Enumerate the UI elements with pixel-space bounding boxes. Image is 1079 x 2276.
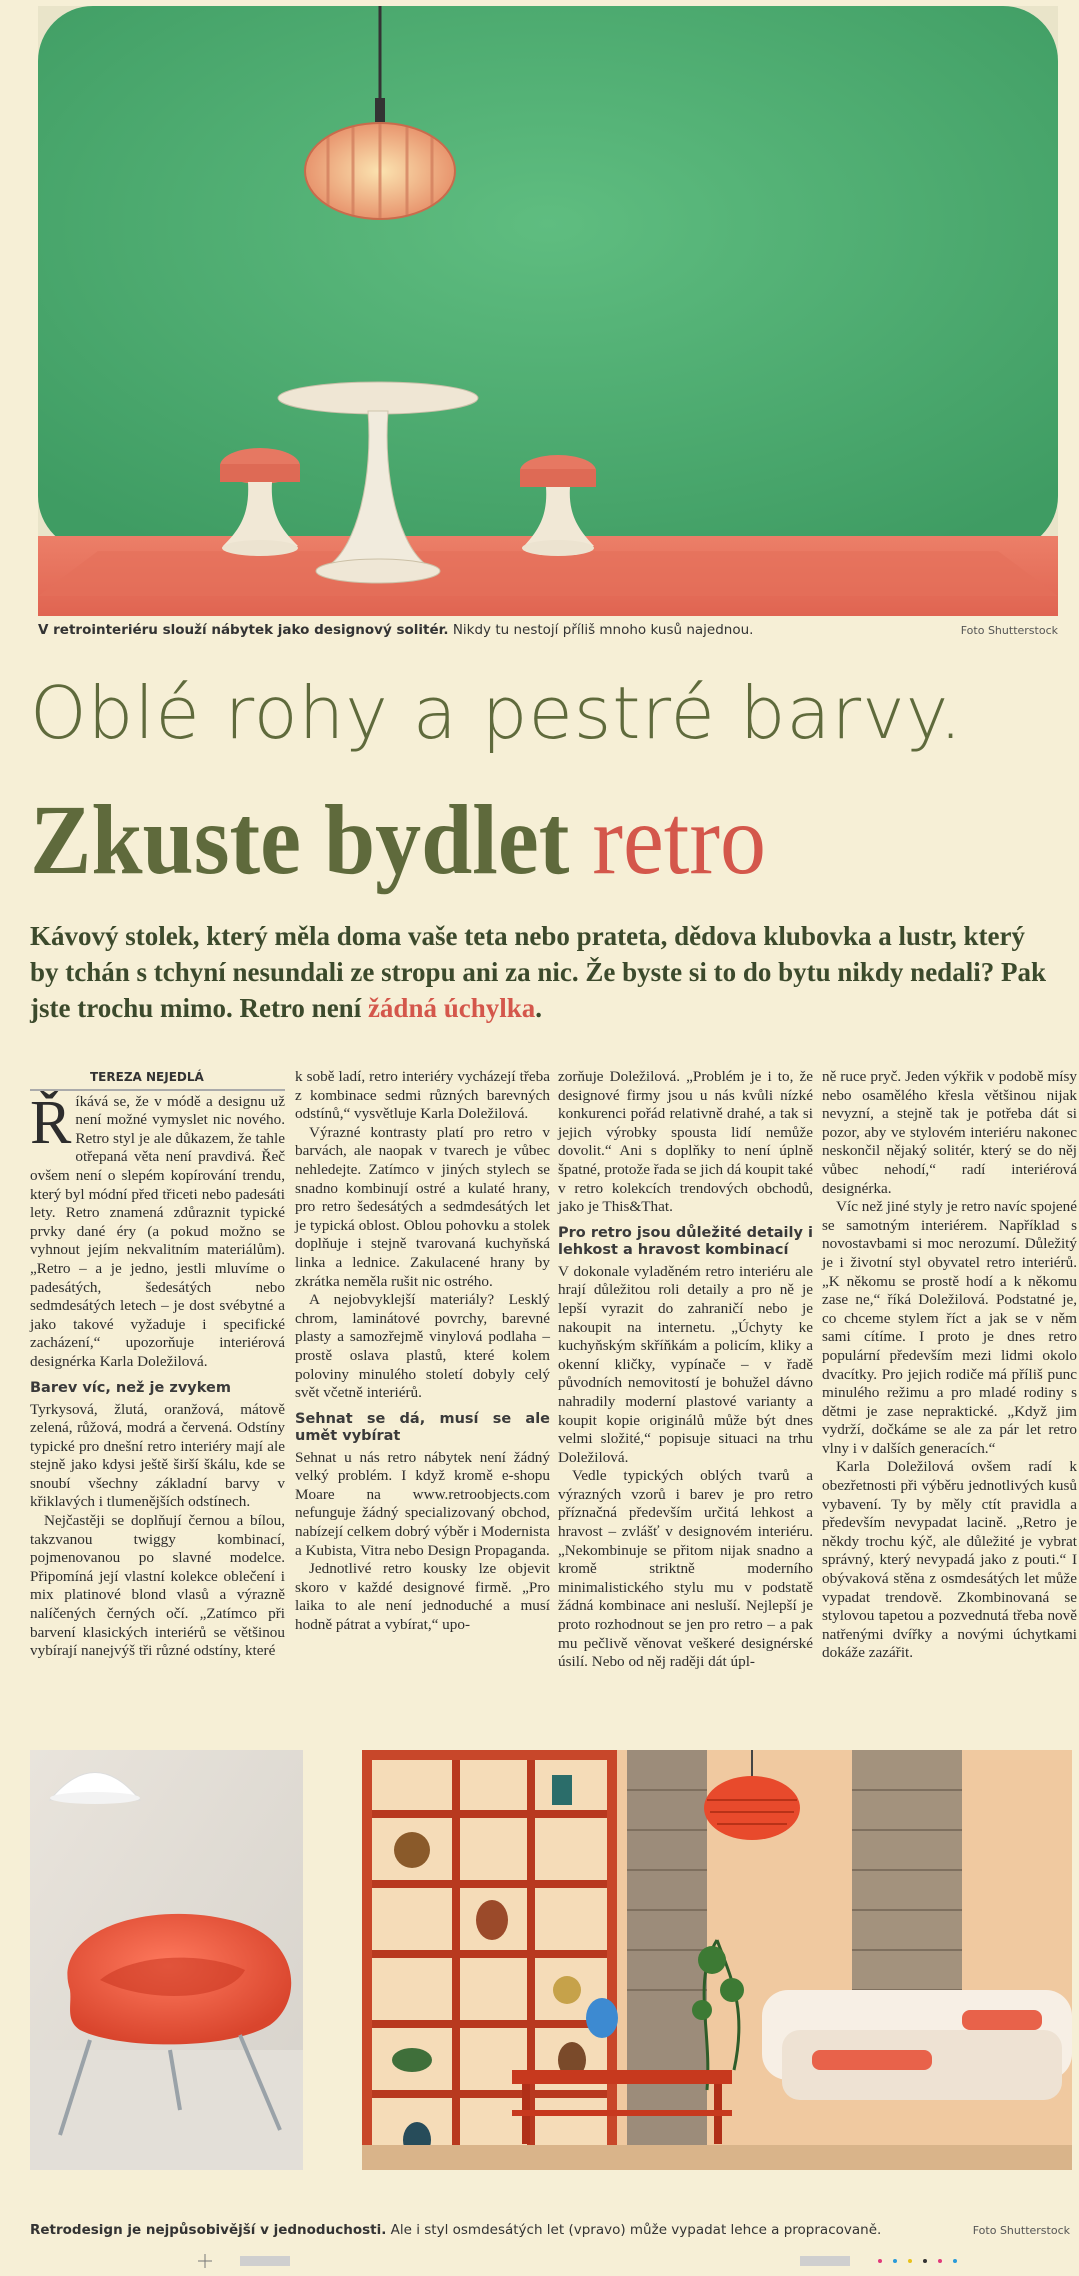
bottom-caption-text: Ale i styl osmdesátých let (vpravo) může vypadat lehce a propracovaně. (390, 2222, 882, 2238)
top-photo-retro-room (38, 6, 1058, 616)
top-photo-credit: Foto Shutterstock (960, 624, 1058, 637)
column-2-paragraph-1: k sobě ladí, retro interiéry vycházejí třeba z kombinace sedmi různých barevných odstínů,“ vysvětluje Karla Doležilová. (295, 1068, 550, 1123)
article-column-1 (30, 1068, 285, 1661)
drop-cap: Ř (30, 1088, 72, 1157)
article-column-2 (295, 1068, 550, 1635)
bottom-caption-bold: Retrodesign je nejpůsobivější v jednoduchosti. (30, 2222, 387, 2238)
column-1-paragraph-2: Tyrkysová, žlutá, oranžová, mátově zelená, růžová, modrá a červená. Odstíny typické pro dnešní retro interiéry mají ale stejně jako kdysi ještě širší škálu, kde se snoubí všechny základní barvy v křiklavých i tlumenějších odstínech. (30, 1400, 285, 1511)
headline-line-1: Oblé rohy a pestré barvy. (30, 671, 963, 755)
column-1-paragraph-3: Nejčastěji se doplňují černou a bílou, takzvanou twiggy kombinací, pojmenovanou po slavné modelce. Připomíná její vlastní kolekce oblečení i mix platinové blond vlasů a výrazně nalíčených černých očí. „Zatímco při barvení klasických interiérů se většinou vybírají nanejvýš tři různé odstíny, které (30, 1512, 285, 1660)
article-column-3 (558, 1068, 813, 1672)
bottom-photo-credit: Foto Shutterstock (972, 2224, 1070, 2237)
column-4-paragraph-3: Karla Doležilová ovšem radí k obezřetnosti při výběru jednotlivých kusů vybavení. Ty by měly ctít pravidla a především nevypadat lacině. „Retro je někdy trochu kýč, ale důležité je vybrat správný, který nevypadá jako z pouti.“ I obývaková stěna z osmdesátých let může vypadat trendově. Zkombinovaná se stylovou tapetou a pozvednutá třeba nově natřenými dvířky a novými úchytkami dokáže zazářit. (822, 1458, 1077, 1662)
column-4-paragraph-2: Víc než jiné styly je retro navíc spojené se samotným interiérem. Například s novostavbami si moc nerozumí. Důležitý je i životní styl obyvatel retro interiérů. „K někomu se prostě hodí a k někomu zase ne,“ říká Doležilová. Podstatné je, co chceme stylem říct a jak se v něm sami cítíme. I proto je dnes retro populární především mezi lidmi okolo dvacítky. Pro jejich rodiče má příliš punc minulého režimu a pro mladé rodiny s dětmi je zase nepraktické. „Když jim vydrží, dočkáme se ale za pár let retro vlny i v dalších generacích.“ (822, 1198, 1077, 1457)
lead-text: Kávový stolek, který měla doma vaše teta nebo prateta, dědova klubovka a lustr, který by tchán s tchyní nesundali ze stropu ani za nic. Že byste si to do bytu nikdy nedali? Pak jste trochu mimo. Retro není (30, 921, 1046, 1023)
column-2-paragraph-4: Sehnat u nás retro nábytek není žádný velký problém. I když kromě e-shopu Moare na www.retroobjects.com nefunguje žádný specializovaný obchod, nabízejí celkem dobrý výběr i Modernista a Kubista, Vitra nebo Design Propaganda. (295, 1448, 550, 1559)
column-4-paragraph-1: ně ruce pryč. Jeden výkřik v podobě mísy nebo osamělého křesla většinou nijak nevyzní, a stejně tak je potřeba dát si pozor, aby ve stylovém interiéru nakonec neskončil nějaký solitér, který se do něj vůbec nehodí,“ radí interiérová designérka. (822, 1068, 1077, 1197)
lead-paragraph (30, 918, 1060, 1026)
headline-line-2 (30, 780, 987, 900)
lead-end: . (535, 993, 543, 1023)
subheading-barev: Barev víc, než je zvykem (30, 1379, 231, 1396)
top-caption-bold: V retrointeriéru slouží nábytek jako designový solitér. (38, 622, 449, 638)
bottom-photo-red-chair (30, 1750, 303, 2170)
top-photo-caption (38, 622, 1058, 646)
bottom-photo-caption (30, 2222, 1070, 2238)
subheading-detaily: Pro retro jsou důležité detaily i lehkost a hravost kombinací (558, 1224, 813, 1258)
article-column-4 (822, 1068, 1077, 1663)
top-caption-text: Nikdy tu nestojí příliš mnoho kusů najednou. (452, 622, 754, 638)
headline-main: Zkuste bydlet (30, 784, 570, 895)
column-3-paragraph-3: Vedle typických oblých tvarů a výrazných vzorů i barev je pro retro příznačná především určitá lehkost a hravost – zvlášť v designovém interiéru. „Nekombinuje se přitom nijak snadno a kromě striktně moderního minimalistického stylu mu v podstatě žádná kombinace ani nesluší. Nejlepší je proto rozhodnout se jen pro retro – a pak mu pečlivě věnovat veškeré designérské úsilí. Nebo od něj raději dát úpl- (558, 1467, 813, 1671)
column-2-paragraph-2: Výrazné kontrasty platí pro retro v barvách, ale naopak v tvarech je vůbec nehledejte. Zatímco v jiných stylech se snadno kombinují ostré a kulaté hrany, pro retro šedesátých a sedmdesátých let je typická oblost. Oblou pohovku a stolek doplňuje i stejně tvarovaná kuchyňská linka a lednice. Zakulacené hrany by zkrátka neměla rušit nic ostrého. (295, 1123, 550, 1290)
headline-accent: retro (592, 784, 767, 895)
column-1-paragraph-1: Říkává se, že v módě a designu už není možné vymyslet nic nového. Retro styl je ale důkazem, že tahle otřepaná věta není pravdivá. Řeč ovšem není o slepém kopírování trendu, který byl módní před třiceti nebo padesáti lety. Retro znamená zdůraznit typické prvky dané éry (a pokud možno se vyhnout jejím nekvalitním materiálům). „Retro – a je jedno, jestli mluvíme o padesátých, šedesátých nebo sedmdesátých letech – je dost svébytné a jako takové vyžaduje i specifické zacházení,“ upozorňuje interiérová designérka Karla Doležilová. (30, 1088, 285, 1370)
column-3-paragraph-1: zorňuje Doležilová. „Problém je i to, že designové firmy jsou u nás kvůli nízké konkurenci pořád relativně drahé, a tak si jejich výrobky spousta lidí nemůže dovolit.“ Ani s doplňky to není úplně špatné, protože řada se jich dá koupit také v retro kolekcích trendových obchodů, jako je This&That. (558, 1068, 813, 1216)
subheading-sehnat: Sehnat se dá, musí se ale umět vybírat (295, 1410, 550, 1444)
column-2-paragraph-3: A nejobvyklejší materiály? Lesklý chrom, laminátové povrchy, barevné plasty a samozřejmě vinylová podlaha – prostě oslava plastů, které kolem poloviny minulého století dobyly celý svět včetně interiérů. (295, 1291, 550, 1402)
printer-marks (0, 2250, 1079, 2272)
lead-highlight: žádná úchylka (367, 993, 536, 1023)
column-3-paragraph-2: V dokonale vyladěném retro interiéru ale hrají důležitou roli detaily a pro ně je lepší vyrazit do zahraničí nebo je nakoupit na internetu. „Úchyty ke kuchyňským skříňkám a policím, kliky a okenní kličky, vypínače – v řadě původních nemovitostí je bohužel dávno nahradily moderní plastové varianty a koupit kopie originálů může být dnes velmi složité,“ popisuje situaci na trhu Doležilová. (558, 1262, 813, 1466)
bottom-photo-eighties-interior (362, 1750, 1072, 2170)
column-2-paragraph-5: Jednotlivé retro kousky lze objevit skoro v každé designové firmě. „Pro laika to ale není jednoduché a musí hodně pátrat a vybírat,“ upo- (295, 1560, 550, 1634)
author-byline: TEREZA NEJEDLÁ (30, 1068, 285, 1087)
